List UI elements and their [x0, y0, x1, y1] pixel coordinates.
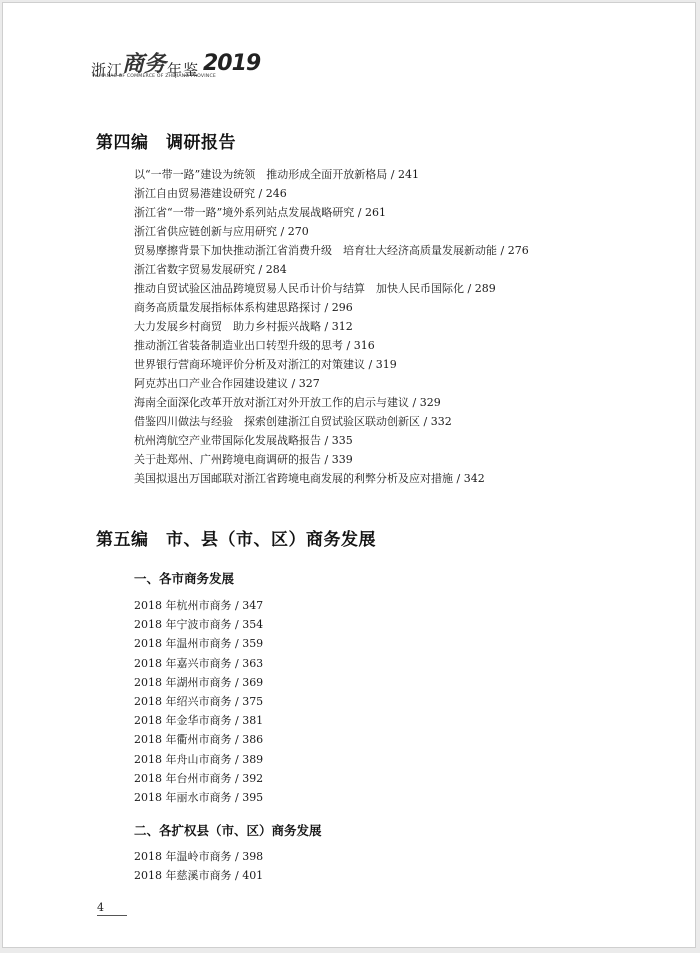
toc-entry[interactable]: 2018 年慈溪市商务 / 401 — [134, 869, 264, 883]
part5-title: 第五编 市、县（市、区）商务发展 — [96, 530, 376, 550]
toc-entry[interactable]: 2018 年温州市商务 / 359 — [134, 637, 264, 651]
toc-entry[interactable]: 美国拟退出万国邮联对浙江省跨境电商发展的利弊分析及应对措施 / 342 — [134, 472, 485, 485]
toc-entry[interactable]: 2018 年杭州市商务 / 347 — [134, 599, 264, 612]
page-number: 4 — [97, 901, 104, 914]
header-year: 2019 — [203, 51, 261, 76]
part5-section2-title: 二、各扩权县（市、区）商务发展 — [134, 823, 322, 838]
toc-entry[interactable]: 大力发展乡村商贸 助力乡村振兴战略 / 312 — [134, 320, 353, 333]
toc-entry[interactable]: 以“一带一路”建设为统领 推动形成全面开放新格局 / 241 — [134, 168, 419, 181]
toc-entry[interactable]: 商务高质量发展指标体系构建思路探讨 / 296 — [134, 301, 353, 314]
header-text-zhejiang: 浙江 — [91, 61, 124, 79]
toc-entry[interactable]: 2018 年舟山市商务 / 389 — [134, 752, 264, 766]
part5-section1-title: 一、各市商务发展 — [134, 571, 235, 586]
toc-entry[interactable]: 推动自贸试验区油品跨境贸易人民币计价与结算 加快人民币国际化 / 289 — [134, 282, 496, 295]
part5-section2-list — [134, 847, 263, 885]
toc-entry[interactable]: 2018 年衢州市商务 / 386 — [134, 733, 264, 747]
toc-entry[interactable]: 2018 年绍兴市商务 / 375 — [134, 694, 264, 708]
toc-entry[interactable]: 浙江省供应链创新与应用研究 / 270 — [134, 225, 309, 238]
toc-entry[interactable]: 2018 年丽水市商务 / 395 — [134, 790, 264, 804]
toc-entry[interactable]: 浙江省数字贸易发展研究 / 284 — [134, 263, 287, 276]
toc-entry[interactable]: 贸易摩擦背景下加快推动浙江省消费升级 培育壮大经济高质量发展新动能 / 276 — [134, 244, 529, 257]
footer-rule — [97, 915, 127, 916]
toc-entry[interactable]: 浙江自由贸易港建设研究 / 246 — [134, 187, 287, 200]
toc-entry[interactable]: 世界银行营商环境评价分析及对浙江的对策建议 / 319 — [134, 358, 397, 371]
document-page — [2, 2, 696, 948]
toc-entry[interactable]: 推动浙江省装备制造业出口转型升级的思考 / 316 — [134, 339, 375, 352]
toc-entry[interactable]: 2018 年湖州市商务 / 369 — [134, 675, 264, 689]
toc-entry[interactable]: 阿克苏出口产业合作园建设建议 / 327 — [134, 377, 320, 390]
toc-entry[interactable]: 2018 年金华市商务 / 381 — [134, 714, 264, 728]
part4-toc-list — [134, 165, 529, 488]
toc-entry[interactable]: 2018 年台州市商务 / 392 — [134, 771, 264, 785]
toc-entry[interactable]: 杭州湾航空产业带国际化发展战略报告 / 335 — [134, 434, 353, 447]
toc-entry[interactable]: 关于赴郑州、广州跨境电商调研的报告 / 339 — [134, 453, 353, 466]
svg-text:商务: 商务 — [122, 51, 167, 77]
header-text-almanac: 年鉴 — [167, 61, 200, 79]
toc-entry[interactable]: 海南全面深化改革开放对浙江对外开放工作的启示与建议 / 329 — [134, 396, 441, 409]
header-subtitle: ALMANAC OF COMMERCE OF ZHEJIANG PROVINCE — [93, 74, 216, 79]
running-header — [91, 50, 261, 84]
toc-entry[interactable]: 2018 年嘉兴市商务 / 363 — [134, 656, 264, 670]
toc-entry[interactable]: 浙江省“一带一路”境外系列站点发展战略研究 / 261 — [134, 206, 386, 219]
toc-entry[interactable]: 2018 年宁波市商务 / 354 — [134, 618, 264, 632]
part5-section1-list — [134, 596, 263, 807]
part4-title: 第四编 调研报告 — [96, 133, 236, 153]
toc-entry[interactable]: 2018 年温岭市商务 / 398 — [134, 850, 264, 863]
toc-entry[interactable]: 借鉴四川做法与经验 探索创建浙江自贸试验区联动创新区 / 332 — [134, 415, 452, 428]
